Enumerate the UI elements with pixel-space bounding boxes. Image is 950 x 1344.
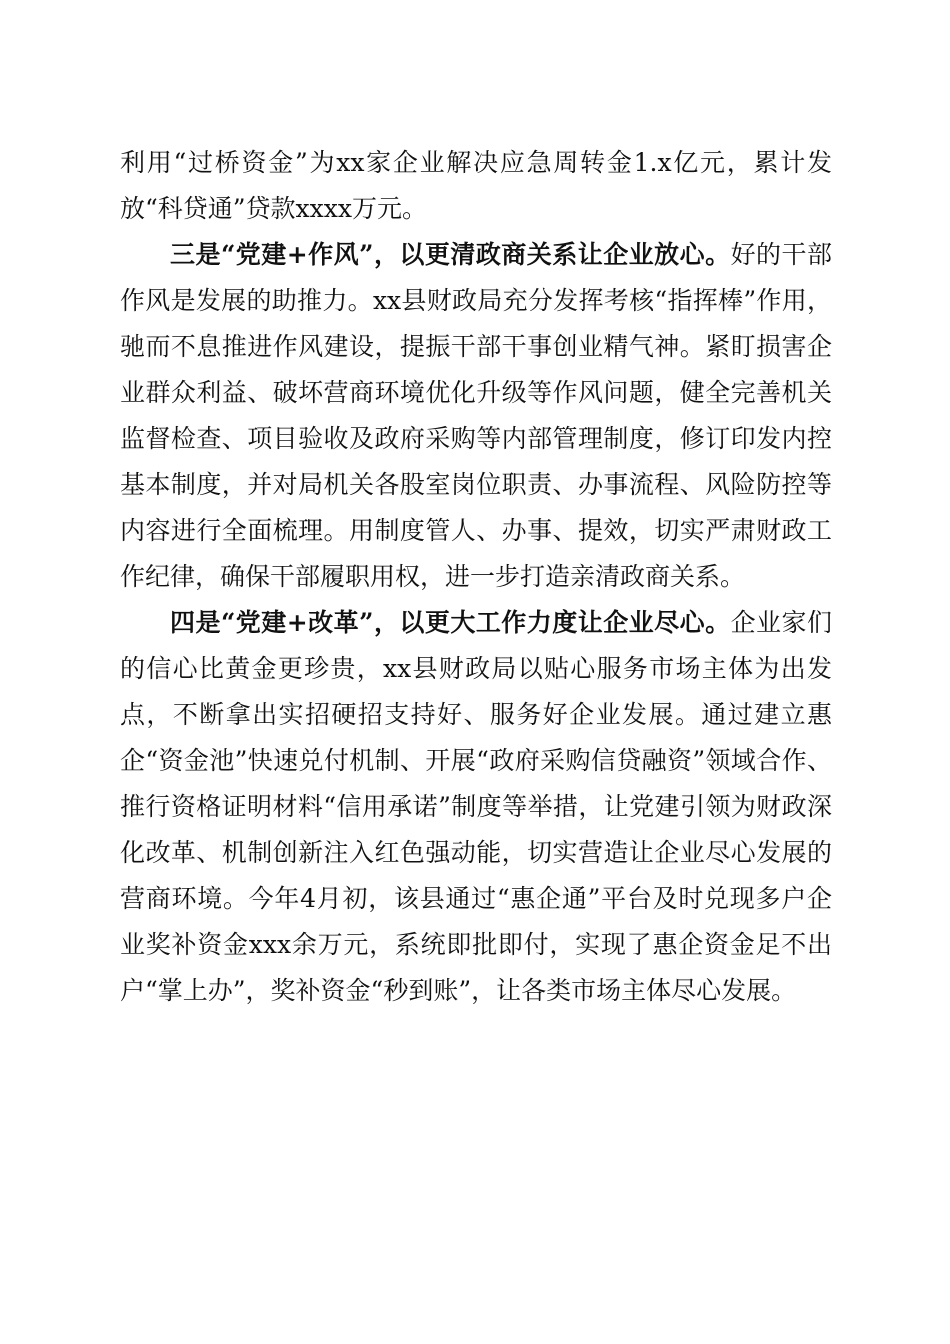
paragraph-continuation: [120, 140, 832, 232]
paragraph-lead-heading: 三是“党建+作风”，以更清政商关系让企业放心。: [170, 240, 731, 269]
paragraph-fourth-point: [120, 600, 832, 1014]
paragraph-third-point: [120, 232, 832, 600]
paragraph-body: 利用“过桥资金”为xx家企业解决应急周转金1.x亿元，累计发放“科贷通”贷款xxxx万元。: [120, 148, 832, 223]
paragraph-body: 好的干部作风是发展的助推力。xx县财政局充分发挥考核“指挥棒”作用，驰而不息推进作风建设，提振干部干事创业精气神。紧盯损害企业群众利益、破坏营商环境优化升级等作风问题，健全完善机关监督检查、项目验收及政府采购等内部管理制度，修订印发内控基本制度，并对局机关各股室岗位职责、办事流程、风险防控等内容进行全面梳理。用制度管人、办事、提效，切实严肃财政工作纪律，确保干部履职用权，进一步打造亲清政商关系。: [120, 240, 832, 591]
paragraph-lead-heading: 四是“党建+改革”，以更大工作力度让企业尽心。: [170, 608, 731, 637]
paragraph-body: 企业家们的信心比黄金更珍贵，xx县财政局以贴心服务市场主体为出发点，不断拿出实招硬招支持好、服务好企业发展。通过建立惠企“资金池”快速兑付机制、开展“政府采购信贷融资”领域合作、推行资格证明材料“信用承诺”制度等举措，让党建引领为财政深化改革、机制创新注入红色强动能，切实营造让企业尽心发展的营商环境。今年4月初，该县通过“惠企通”平台及时兑现多户企业奖补资金xxx余万元，系统即批即付，实现了惠企资金足不出户“掌上办”，奖补资金“秒到账”，让各类市场主体尽心发展。: [120, 608, 832, 1005]
document-body: [120, 140, 832, 1014]
